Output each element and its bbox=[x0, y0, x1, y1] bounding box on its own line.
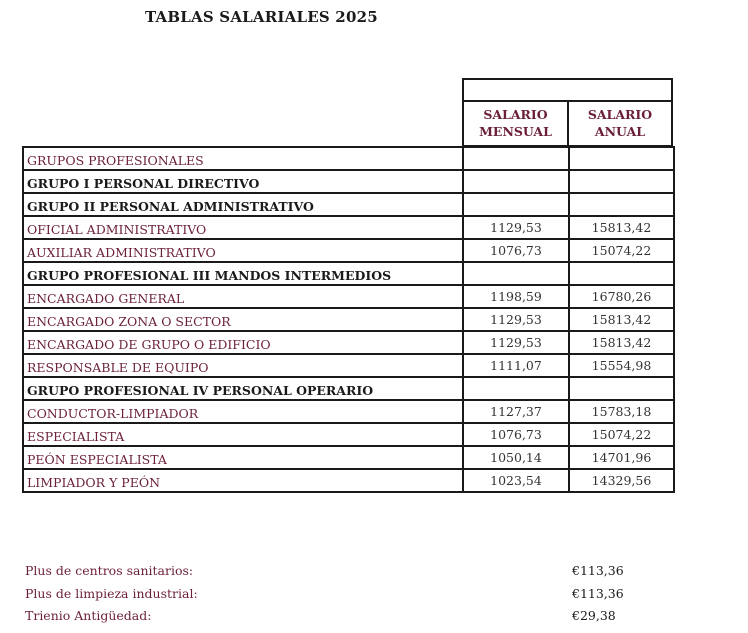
extra-value: €29,38 bbox=[572, 608, 616, 623]
column-header-monthly-line1: SALARIO bbox=[483, 107, 548, 122]
column-header-annual bbox=[568, 102, 673, 147]
row-label: GRUPO I PERSONAL DIRECTIVO bbox=[23, 170, 463, 193]
row-label: PEÓN ESPECIALISTA bbox=[23, 446, 463, 469]
row-label: ESPECIALISTA bbox=[23, 423, 463, 446]
extra-value: €113,36 bbox=[572, 585, 624, 601]
row-monthly-salary bbox=[463, 147, 569, 170]
row-monthly-salary: 1129,53 bbox=[463, 331, 569, 354]
row-annual-salary bbox=[569, 193, 674, 216]
row-annual-salary: 15813,42 bbox=[569, 331, 674, 354]
column-header-monthly bbox=[462, 102, 568, 147]
row-annual-salary: 15554,98 bbox=[569, 354, 674, 377]
row-monthly-salary: 1127,37 bbox=[463, 400, 569, 423]
row-label: GRUPO PROFESIONAL III MANDOS INTERMEDIOS bbox=[23, 262, 463, 285]
row-annual-salary: 15813,42 bbox=[569, 216, 674, 239]
extras-list bbox=[25, 563, 725, 631]
table-row bbox=[23, 308, 674, 331]
row-annual-salary: 15074,22 bbox=[569, 239, 674, 262]
column-header-annual-line1: SALARIO bbox=[587, 107, 653, 122]
row-monthly-salary bbox=[463, 377, 569, 400]
row-annual-salary bbox=[569, 170, 674, 193]
row-monthly-salary: 1050,14 bbox=[463, 446, 569, 469]
table-row bbox=[23, 170, 674, 193]
salary-table-body bbox=[23, 147, 674, 492]
row-monthly-salary bbox=[463, 193, 569, 216]
row-monthly-salary: 1129,53 bbox=[463, 216, 569, 239]
row-label: ENCARGADO GENERAL bbox=[23, 285, 463, 308]
row-monthly-salary: 1198,59 bbox=[463, 285, 569, 308]
salary-table bbox=[22, 146, 675, 493]
table-row bbox=[23, 400, 674, 423]
table-row bbox=[23, 193, 674, 216]
table-row bbox=[23, 377, 674, 400]
header-top-box bbox=[462, 78, 673, 102]
page-title: TABLAS SALARIALES 2025 bbox=[145, 8, 378, 26]
row-label: AUXILIAR ADMINISTRATIVO bbox=[23, 239, 463, 262]
row-annual-salary bbox=[569, 377, 674, 400]
row-annual-salary: 14329,56 bbox=[569, 469, 674, 492]
row-monthly-salary: 1076,73 bbox=[463, 423, 569, 446]
row-label: GRUPOS PROFESIONALES bbox=[23, 147, 463, 170]
extra-value: €113,36 bbox=[572, 563, 624, 578]
row-annual-salary bbox=[569, 147, 674, 170]
table-row bbox=[23, 239, 674, 262]
row-annual-salary: 15813,42 bbox=[569, 308, 674, 331]
column-header-annual-line2: ANUAL bbox=[594, 124, 646, 139]
table-row bbox=[23, 331, 674, 354]
row-label: GRUPO PROFESIONAL IV PERSONAL OPERARIO bbox=[23, 377, 463, 400]
row-monthly-salary bbox=[463, 170, 569, 193]
table-row bbox=[23, 446, 674, 469]
row-label: GRUPO II PERSONAL ADMINISTRATIVO bbox=[23, 193, 463, 216]
row-annual-salary: 14701,96 bbox=[569, 446, 674, 469]
extra-label: Trienio Antigüedad: bbox=[25, 608, 152, 623]
extra-item bbox=[25, 608, 725, 631]
row-label: ENCARGADO DE GRUPO O EDIFICIO bbox=[23, 331, 463, 354]
table-row bbox=[23, 262, 674, 285]
row-monthly-salary: 1111,07 bbox=[463, 354, 569, 377]
table-row bbox=[23, 147, 674, 170]
row-monthly-salary: 1129,53 bbox=[463, 308, 569, 331]
extra-label: Plus de centros sanitarios: bbox=[25, 563, 194, 578]
row-label: RESPONSABLE DE EQUIPO bbox=[23, 354, 463, 377]
table-row bbox=[23, 469, 674, 492]
row-monthly-salary bbox=[463, 262, 569, 285]
row-label: ENCARGADO ZONA O SECTOR bbox=[23, 308, 463, 331]
row-label: CONDUCTOR-LIMPIADOR bbox=[23, 400, 463, 423]
row-annual-salary: 15783,18 bbox=[569, 400, 674, 423]
row-annual-salary: 16780,26 bbox=[569, 285, 674, 308]
row-label: LIMPIADOR Y PEÓN bbox=[23, 469, 463, 492]
row-annual-salary: 15074,22 bbox=[569, 423, 674, 446]
row-label: OFICIAL ADMINISTRATIVO bbox=[23, 216, 463, 239]
table-row bbox=[23, 216, 674, 239]
row-monthly-salary: 1023,54 bbox=[463, 469, 569, 492]
table-row bbox=[23, 354, 674, 377]
extra-item bbox=[25, 586, 725, 609]
row-annual-salary bbox=[569, 262, 674, 285]
extra-label: Plus de limpieza industrial: bbox=[25, 585, 198, 601]
extra-item bbox=[25, 563, 725, 586]
column-header-monthly-line2: MENSUAL bbox=[479, 124, 552, 139]
table-row bbox=[23, 423, 674, 446]
row-monthly-salary: 1076,73 bbox=[463, 239, 569, 262]
table-row bbox=[23, 285, 674, 308]
